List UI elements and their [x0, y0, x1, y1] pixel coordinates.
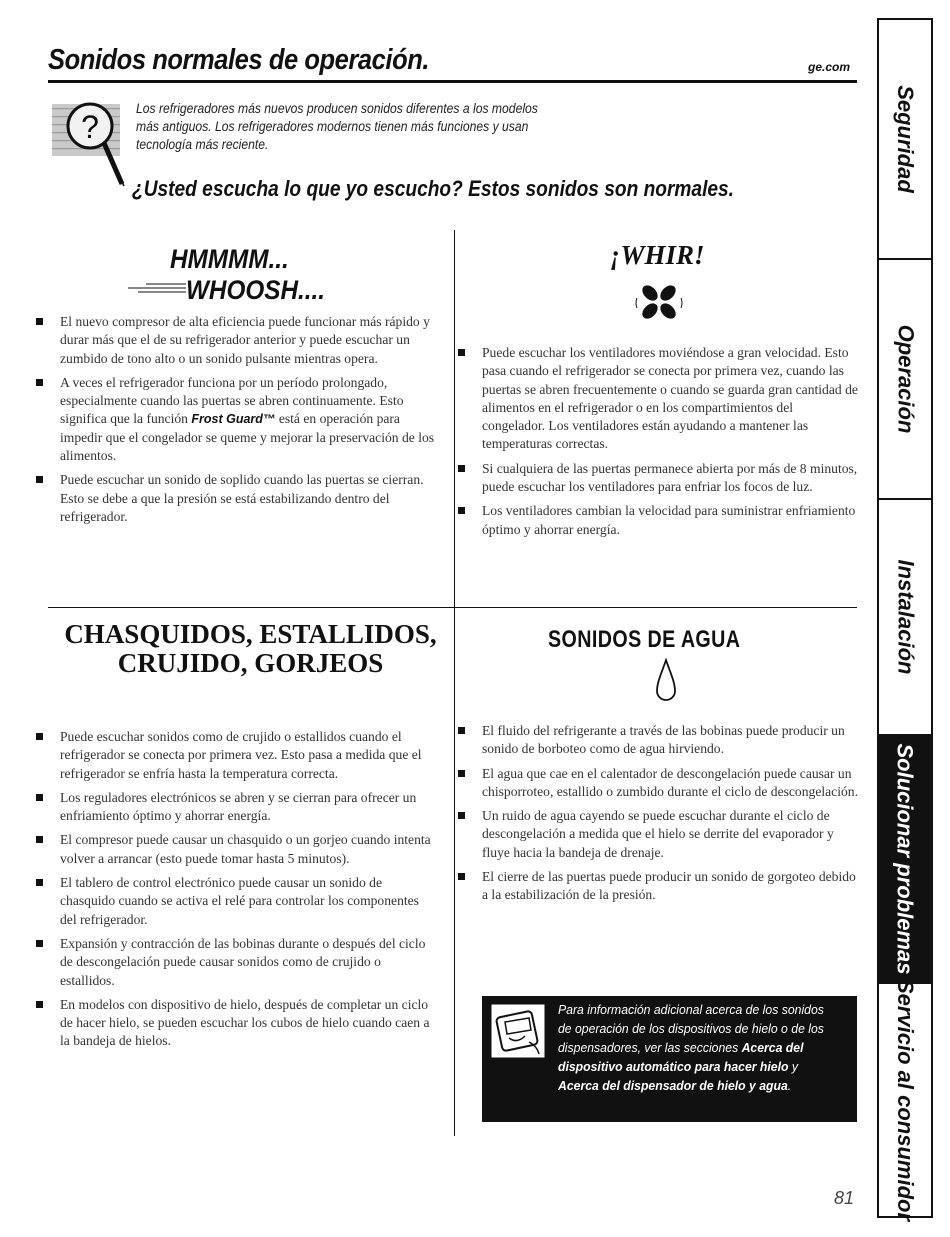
page-number: 81: [834, 1188, 855, 1208]
intro-text: Los refrigeradores más nuevos producen sonidos diferentes a los modelos más antiguos. Los refrigeradores modernos tienen más funciones y usan tecnología más reciente.: [136, 101, 538, 152]
question-magnifier-icon: [52, 98, 128, 190]
list-item: Puede escuchar sonidos como de crujido o estallidos cuando el refrigerador se conecta por primera vez. Esto pasa a medida que el refrigerador se enfría hasta la temperatura correcta.: [26, 728, 438, 783]
list-item: El cierre de las puertas puede producir un sonido de gorgoteo debido a la estabilización de la presión.: [448, 868, 858, 905]
speed-lines-icon: [128, 282, 186, 294]
water-sounds-title: SONIDOS DE AGUA: [548, 626, 741, 653]
chasquidos-list: [26, 728, 438, 1057]
water-drop-icon: [654, 658, 678, 704]
list-item: En modelos con dispositivo de hielo, después de completar un ciclo de hacer hielo, se pueden escuchar los cubos de hielo cuando caen a la bandeja de hielos.: [26, 996, 438, 1051]
page-title: Sonidos normales de operación.: [48, 44, 430, 76]
list-item: El tablero de control electrónico puede causar un sonido de chasquido cuando se activa el relé para controlar los componentes del refrigerador.: [26, 874, 438, 929]
list-item: Puede escuchar los ventiladores moviéndose a gran velocidad. Esto pasa cuando el refrigerador se conecta por primera vez, cuando las puertas se abren frecuentemente o cuando se guarda gran cantidad de alimentos en el refrigerador o en los compartimientos del congelador. Los ventiladores están ayudando a mantener las temperaturas correctas.: [448, 344, 858, 454]
list-item: Un ruido de agua cayendo se puede escuchar durante el ciclo de descongelación a medida que el hielo se derrite del evaporador y fluye hacia la bandeja de drenaje.: [448, 807, 858, 862]
list-item: El agua que cae en el calentador de descongelación puede causar un chisporroteo, estallido o zumbido durante el ciclo de descongelación.: [448, 765, 858, 802]
svg-text:?: ?: [81, 109, 99, 145]
frost-guard-brand: Frost Guard™: [191, 412, 276, 427]
tab-operacion[interactable]: Operación: [879, 260, 931, 500]
fan-icon: [634, 278, 684, 328]
whir-list: [448, 344, 858, 545]
list-item: Los ventiladores cambian la velocidad para suministrar enfriamiento óptimo y ahorrar energía.: [448, 502, 858, 539]
list-item: Puede escuchar un sonido de soplido cuando las puertas se cierran. Esto se debe a que la presión se está estabilizando dentro del refrigerador.: [26, 471, 438, 526]
list-item: El fluido del refrigerante a través de las bobinas puede producir un sonido de borboteo como de agua hirviendo.: [448, 722, 858, 759]
list-item: El nuevo compresor de alta eficiencia puede funcionar más rápido y durar más que el de su refrigerador anterior y puede escuchar un zumbido de tono alto o un sonido pulsante mientras opera.: [26, 313, 438, 368]
tab-seguridad[interactable]: Seguridad: [879, 20, 931, 260]
info-box-text: Para información adicional acerca de los sonidos de operación de los dispositivos de hielo o de los dispensadores, ver las secciones Acerca del dispositivo automático para hacer hielo y Acerca del dispensador de hielo y agua.: [558, 1002, 824, 1093]
list-item: Expansión y contracción de las bobinas durante o después del ciclo de descongelación puede causar sonidos como de crujido o estallidos.: [26, 935, 438, 990]
list-item: A veces el refrigerador funciona por un período prolongado, especialmente cuando las puertas se abren continuamente. Esto significa que la función Frost Guard™ está en operación para impedir que el congelador se queme y mejorar la preservación de los alimentos.: [26, 374, 438, 465]
tab-servicio-al-consumidor[interactable]: Servicio al consumidor: [893, 978, 919, 1222]
hmm-list: [26, 313, 438, 532]
hmm-title: HMMMM...: [170, 244, 289, 274]
header-rule: [48, 80, 857, 83]
tab-solucionar-problemas[interactable]: Solucionar problemas: [879, 736, 931, 984]
list-item: El compresor puede causar un chasquido o un gorjeo cuando intenta volver a arrancar (esto puede tomar hasta 5 minutos).: [26, 831, 438, 868]
ice-dispenser-icon: [491, 1004, 545, 1058]
row-divider: [48, 607, 857, 608]
whoosh-title: WHOOSH....: [186, 275, 326, 305]
sounds-headline: ¿Usted escucha lo que yo escucho? Estos sonidos son normales.: [132, 176, 734, 201]
site-url: ge.com: [808, 60, 851, 74]
water-sounds-list: [448, 722, 858, 911]
list-item: Si cualquiera de las puertas permanece abierta por más de 8 minutos, puede escuchar los ventiladores para enfriar los focos de luz.: [448, 460, 858, 497]
whir-title: ¡WHIR!: [610, 240, 705, 270]
section-tabs: [877, 18, 933, 1222]
tab-instalacion[interactable]: Instalación: [879, 500, 931, 736]
list-item: Los reguladores electrónicos se abren y se cierran para ofrecer un enfriamiento óptimo y ahorrar energía.: [26, 789, 438, 826]
chasquidos-title: CHASQUIDOS, ESTALLIDOS, CRUJIDO, GORJEOS: [64, 619, 437, 678]
